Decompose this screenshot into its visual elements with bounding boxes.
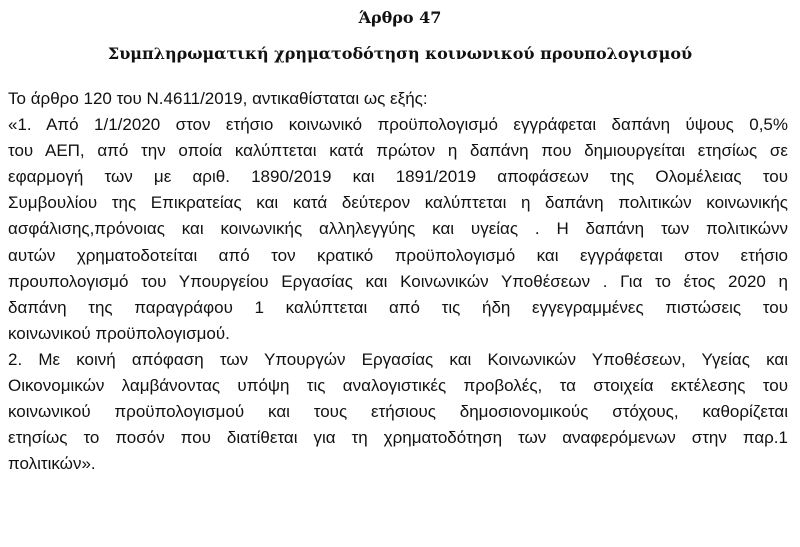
paragraph-line: 2. Με κοινή απόφαση των Υπουργών Εργασίας και Κοινωνικών Υποθέσεων, Υγείας και bbox=[8, 349, 788, 369]
paragraph-line: Συμβουλίου της Επικρατείας και κατά δεύτερον καλύπτεται η δαπάνη πολιτικών κοινωνικής bbox=[8, 193, 788, 213]
paragraph-1 bbox=[8, 112, 788, 347]
article-body bbox=[8, 86, 788, 477]
paragraph-line: του ΑΕΠ, από την οποία καλύπτεται κατά πρώτον η δαπάνη που δημιουργείται ετησίως σε bbox=[8, 141, 788, 161]
article-title: Συμπληρωματική χρηματοδότηση κοινωνικού προυπολογισμού bbox=[107, 44, 693, 63]
intro-line: Το άρθρο 120 του Ν.4611/2019, αντικαθίσταται ως εξής: bbox=[8, 89, 428, 108]
paragraph-line: Οικονομικών λαμβάνοντας υπόψη τις αναλογιστικές προβολές, τα στοιχεία εκτέλεσης του bbox=[8, 376, 788, 396]
paragraph-line: ασφάλισης,πρόνοιας και κοινωνικής αλληλεγγύης και υγείας . Η δαπάνη των πολιτικώνν bbox=[8, 219, 788, 239]
paragraph-line: αυτών χρηματοδοτείται από τον κρατικό προϋπολογισμό και εγγράφεται στον ετήσιο bbox=[8, 245, 788, 265]
paragraph-line: πολιτικών». bbox=[8, 454, 96, 474]
paragraph-line: εφαρμογή των με αριθ. 1890/2019 και 1891/2019 αποφάσεων της Ολομέλειας του bbox=[8, 167, 788, 187]
paragraph-line: «1. Από 1/1/2020 στον ετήσιο κοινωνικό προϋπολογισμό εγγράφεται δαπάνη ύψους 0,5% bbox=[8, 115, 788, 135]
paragraph-line: δαπάνη της παραγράφου 1 καλύπτεται από τις ήδη εγγεγραμμένες πιστώσεις του bbox=[8, 297, 788, 317]
article-number: Άρθρο 47 bbox=[358, 8, 442, 27]
paragraph-line: ετησίως το ποσόν που διατίθεται για τη χρηματοδότηση των αναφερόμενων στην παρ.1 bbox=[8, 428, 788, 448]
paragraph-line: κοινωνικού προϋπολογισμού και τους ετήσιους δημοσιονομικούς στόχους, καθορίζεται bbox=[8, 402, 788, 422]
paragraph-line: κοινωνικού προϋπολογισμού. bbox=[8, 323, 230, 343]
paragraph-2 bbox=[8, 347, 788, 477]
paragraph-line: προυπολογισμό του Υπουργείου Εργασίας και Κοινωνικών Υποθέσεων . Για το έτος 2020 η bbox=[8, 271, 788, 291]
